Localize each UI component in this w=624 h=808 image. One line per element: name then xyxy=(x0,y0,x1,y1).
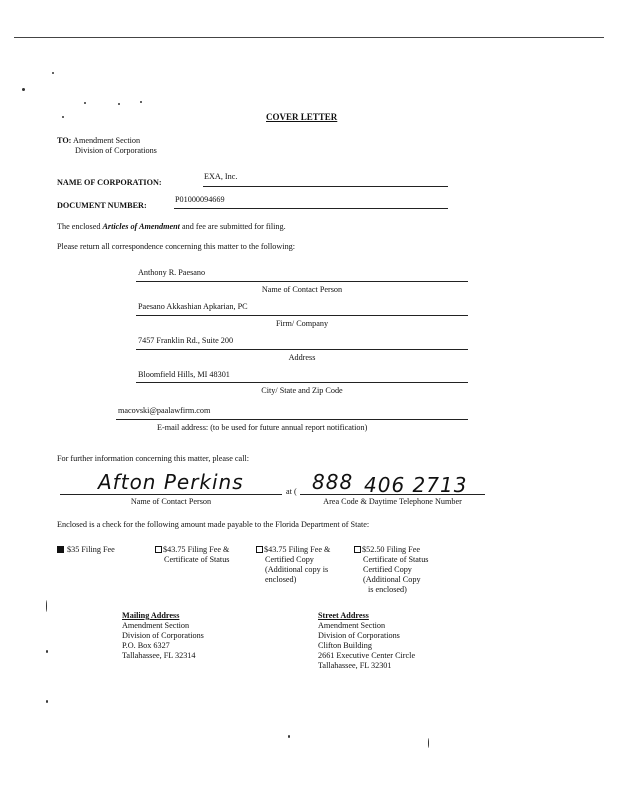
contact-firm: Paesano Akkashian Apkarian, PC xyxy=(138,302,248,311)
to-line1: Amendment Section xyxy=(73,136,141,145)
to-label: TO: xyxy=(57,136,72,145)
signature-name-label: Name of Contact Person xyxy=(130,497,212,506)
scan-speck xyxy=(46,600,47,612)
street-address-line: 2661 Executive Center Circle xyxy=(318,651,416,660)
scan-speck xyxy=(22,88,25,91)
fee-option-35[interactable] xyxy=(57,545,152,555)
scan-speck xyxy=(46,650,48,653)
contact-email: macovski@paalawfirm.com xyxy=(118,406,211,415)
to-block xyxy=(57,136,157,156)
fee-option-label: (Additional copy is xyxy=(265,565,329,574)
contact-city-line xyxy=(136,382,468,383)
corporation-label: NAME OF CORPORATION: xyxy=(57,178,162,187)
phone-label: Area Code & Daytime Telephone Number xyxy=(323,497,462,506)
signature-line xyxy=(60,494,282,495)
fee-option-label: Certified Copy xyxy=(363,565,412,574)
fee-option-43-status[interactable] xyxy=(155,545,255,565)
fee-option-label: enclosed) xyxy=(265,575,297,584)
mailing-address-line: Amendment Section xyxy=(122,621,190,630)
contact-name-line xyxy=(136,281,468,282)
mailing-address-line: P.O. Box 6327 xyxy=(122,641,170,650)
contact-email-label: E-mail address: (to be used for future annual report notification) xyxy=(157,423,368,432)
fee-option-label: $43.75 Filing Fee & xyxy=(264,545,331,554)
street-address-line: Amendment Section xyxy=(318,621,386,630)
scan-speck xyxy=(428,738,429,748)
check-statement: Enclosed is a check for the following amount made payable to the Florida Department of State: xyxy=(57,520,370,529)
top-rule xyxy=(14,37,604,38)
return-instructions: Please return all correspondence concerning this matter to the following: xyxy=(57,242,296,251)
contact-address-line xyxy=(136,349,468,350)
enclosed-statement xyxy=(57,222,286,232)
fee-option-label: $35 Filing Fee xyxy=(67,545,115,554)
fee-option-label: $52.50 Filing Fee xyxy=(362,545,420,554)
corporation-underline xyxy=(203,186,448,187)
fee-option-label: Certificate of Status xyxy=(363,555,429,564)
contact-address: 7457 Franklin Rd., Suite 200 xyxy=(138,336,234,345)
scan-speck xyxy=(84,102,86,104)
contact-city-label: City/ State and Zip Code xyxy=(261,386,343,395)
contact-firm-label: Firm/ Company xyxy=(275,319,329,328)
mailing-address xyxy=(122,611,204,661)
checkbox-empty-icon[interactable] xyxy=(256,546,263,553)
mailing-address-line: Tallahassee, FL 32314 xyxy=(122,651,196,660)
fee-option-label: $43.75 Filing Fee & xyxy=(163,545,230,554)
document-number-underline xyxy=(174,208,448,209)
contact-address-label: Address xyxy=(288,353,316,362)
mailing-address-line: Division of Corporations xyxy=(122,631,204,640)
scan-speck xyxy=(118,103,120,105)
contact-name-label: Name of Contact Person xyxy=(261,285,343,294)
enclosed-suffix: and fee are submitted for filing. xyxy=(179,222,286,231)
scan-speck xyxy=(288,735,290,738)
contact-email-line xyxy=(116,419,468,420)
phone-line xyxy=(300,494,485,495)
area-code: 888 xyxy=(312,470,354,494)
fee-option-label: (Additional Copy xyxy=(363,575,421,584)
checkbox-empty-icon[interactable] xyxy=(155,546,162,553)
scan-speck xyxy=(46,700,48,703)
to-line2: Division of Corporations xyxy=(75,146,157,155)
street-address-line: Division of Corporations xyxy=(318,631,400,640)
fee-option-52[interactable] xyxy=(354,545,454,595)
checkbox-checked-icon[interactable] xyxy=(57,546,64,553)
phone-number: 406 2713 xyxy=(364,473,468,497)
checkbox-empty-icon[interactable] xyxy=(354,546,361,553)
fee-option-43-copy[interactable] xyxy=(256,545,351,585)
fee-option-label: Certificate of Status xyxy=(164,555,230,564)
at-label: at ( xyxy=(286,487,297,496)
scan-speck xyxy=(140,101,142,103)
mailing-address-heading: Mailing Address xyxy=(122,611,180,620)
contact-name: Anthony R. Paesano xyxy=(138,268,206,277)
further-info: For further information concerning this matter, please call: xyxy=(57,454,250,463)
enclosed-prefix: The enclosed xyxy=(57,222,103,231)
document-number-value: P01000094669 xyxy=(175,195,225,204)
street-address xyxy=(318,611,415,671)
street-address-heading: Street Address xyxy=(318,611,369,620)
street-address-line: Tallahassee, FL 32301 xyxy=(318,661,392,670)
document-number-label: DOCUMENT NUMBER: xyxy=(57,201,147,210)
fee-option-label: Certified Copy xyxy=(265,555,314,564)
fee-option-label: is enclosed) xyxy=(368,585,407,594)
enclosed-emphasis: Articles of Amendment xyxy=(102,222,180,231)
scan-speck xyxy=(52,72,54,74)
contact-firm-line xyxy=(136,315,468,316)
contact-city: Bloomfield Hills, MI 48301 xyxy=(138,370,230,379)
corporation-value: EXA, Inc. xyxy=(204,172,238,181)
street-address-line: Clifton Building xyxy=(318,641,372,650)
scan-speck xyxy=(62,116,64,118)
contact-signature: Afton Perkins xyxy=(98,470,244,494)
page-title: COVER LETTER xyxy=(266,112,338,122)
